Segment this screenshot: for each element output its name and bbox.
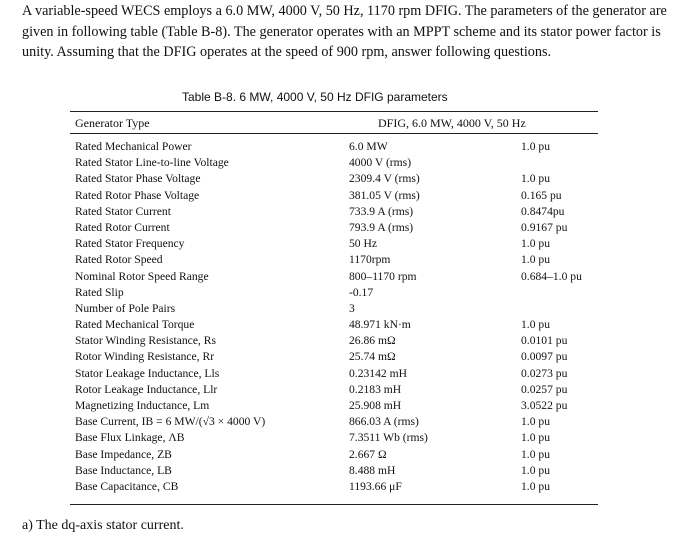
- parameter-pu: 1.0 pu: [521, 463, 550, 477]
- table-row: [75, 188, 611, 204]
- parameter-pu: 0.0101 pu: [521, 334, 568, 348]
- parameter-pu: 0.0273 pu: [521, 366, 568, 380]
- parameter-name: Base Impedance, ZB: [75, 447, 172, 461]
- parameter-name: Stator Winding Resistance, Rs: [75, 334, 217, 348]
- table-row: [75, 382, 611, 398]
- parameter-name: Base Current, IB = 6 MW/(√3 × 4000 V): [75, 415, 266, 429]
- table-header-generator-spec: DFIG, 6.0 MW, 4000 V, 50 Hz: [378, 116, 526, 130]
- table-row: [75, 479, 611, 495]
- table-row: [75, 236, 611, 252]
- table-row: [75, 220, 611, 236]
- question-a: a) The dq-axis stator current.: [22, 518, 184, 533]
- parameter-value: 2309.4 V (rms): [349, 172, 420, 186]
- parameter-name: Base Capacitance, CB: [75, 479, 179, 493]
- parameter-pu: 0.0097 pu: [521, 350, 568, 364]
- parameter-value: 48.971 kN·m: [349, 318, 411, 332]
- parameter-value: 793.9 A (rms): [349, 220, 414, 234]
- parameter-value: 25.908 mH: [349, 399, 402, 412]
- parameter-name: Rated Rotor Speed: [75, 253, 163, 267]
- parameter-name: Rated Rotor Current: [75, 220, 170, 234]
- table-row: [75, 349, 611, 365]
- parameter-pu: 0.684–1.0 pu: [521, 269, 582, 283]
- table-row: [75, 269, 611, 285]
- parameter-pu: 1.0 pu: [521, 431, 550, 445]
- table-caption: Table B-8. 6 MW, 4000 V, 50 Hz DFIG parameters: [182, 90, 448, 104]
- parameter-pu: 0.165 pu: [521, 188, 562, 202]
- parameter-value: 6.0 MW: [349, 140, 388, 153]
- parameter-name: Rated Stator Phase Voltage: [75, 172, 201, 186]
- table-row: [75, 430, 611, 446]
- parameter-table: [75, 139, 611, 495]
- parameter-value: 800–1170 rpm: [349, 269, 417, 283]
- parameter-value: 733.9 A (rms): [349, 204, 414, 218]
- parameter-value: 26.86 mΩ: [349, 334, 396, 348]
- parameter-value: -0.17: [349, 285, 374, 299]
- table-row: [75, 252, 611, 268]
- table-bottom-rule: [70, 504, 598, 505]
- table-row: [75, 447, 611, 463]
- parameter-pu: 1.0 pu: [521, 318, 550, 332]
- parameter-name: Rated Mechanical Torque: [75, 318, 195, 332]
- table-row: [75, 155, 611, 171]
- table-row: [75, 317, 611, 333]
- parameter-name: Stator Leakage Inductance, Lls: [75, 366, 220, 380]
- parameter-pu: 1.0 pu: [521, 415, 550, 429]
- parameter-pu: [521, 285, 611, 301]
- table-row: [75, 139, 611, 155]
- parameter-pu: 1.0 pu: [521, 447, 550, 461]
- table-row: [75, 301, 611, 317]
- parameter-name: Nominal Rotor Speed Range: [75, 269, 209, 283]
- table-row: [75, 204, 611, 220]
- parameter-name: Rotor Winding Resistance, Rr: [75, 350, 215, 364]
- parameter-value: 2.667 Ω: [349, 447, 387, 461]
- parameter-name: Base Flux Linkage, ΛB: [75, 431, 185, 445]
- parameter-value: 25.74 mΩ: [349, 350, 396, 364]
- parameter-pu: 1.0 pu: [521, 172, 550, 186]
- parameter-name: Base Inductance, LB: [75, 463, 172, 477]
- parameter-value: 7.3511 Wb (rms): [349, 431, 428, 445]
- parameter-value: 0.23142 mH: [349, 366, 407, 380]
- parameter-pu: 0.0257 pu: [521, 382, 568, 396]
- table-header-rule: [70, 133, 598, 134]
- table-row: [75, 366, 611, 382]
- table-row: [75, 414, 611, 430]
- parameter-name: Magnetizing Inductance, Lm: [75, 399, 210, 412]
- problem-statement: A variable-speed WECS employs a 6.0 MW, 4000 V, 50 Hz, 1170 rpm DFIG. The parameters of the generator are given in following table (Table B-8). The generator operates with an MPPT scheme and its stator power factor is unity. Assuming that the DFIG operates at the speed of 900 rpm, answer following questions.: [22, 3, 667, 60]
- table-top-rule: [70, 111, 598, 112]
- parameter-name: Rated Rotor Phase Voltage: [75, 188, 200, 202]
- parameter-pu: [521, 155, 611, 171]
- parameter-name: Rated Stator Current: [75, 204, 171, 218]
- table-header-generator-type: Generator Type: [75, 116, 150, 130]
- parameter-pu: [521, 301, 611, 317]
- parameter-value: 1193.66 μF: [349, 479, 402, 493]
- parameter-pu: 0.8474pu: [521, 204, 565, 218]
- parameter-pu: 0.9167 pu: [521, 220, 568, 234]
- parameter-value: 3: [349, 301, 355, 315]
- table-row: [75, 333, 611, 349]
- parameter-name: Rated Stator Line-to-line Voltage: [75, 156, 229, 170]
- table-row: [75, 285, 611, 301]
- parameter-value: 866.03 A (rms): [349, 415, 419, 429]
- parameter-pu: 3.0522 pu: [521, 399, 568, 412]
- parameter-value: 1170rpm: [349, 253, 391, 267]
- parameter-pu: 1.0 pu: [521, 253, 550, 267]
- table-row: [75, 171, 611, 187]
- parameter-value: 8.488 mH: [349, 463, 396, 477]
- parameter-value: 381.05 V (rms): [349, 188, 420, 202]
- parameter-name: Rated Mechanical Power: [75, 140, 192, 153]
- parameter-value: 4000 V (rms): [349, 156, 412, 170]
- table-row: [75, 463, 611, 479]
- parameter-value: 50 Hz: [349, 237, 378, 251]
- parameter-name: Rated Stator Frequency: [75, 237, 185, 251]
- parameter-pu: 1.0 pu: [521, 479, 550, 493]
- parameter-name: Rotor Leakage Inductance, Llr: [75, 382, 218, 396]
- parameter-value: 0.2183 mH: [349, 382, 402, 396]
- table-row: [75, 398, 611, 414]
- parameter-pu: 1.0 pu: [521, 140, 550, 153]
- parameter-name: Number of Pole Pairs: [75, 301, 176, 315]
- parameter-pu: 1.0 pu: [521, 237, 550, 251]
- parameter-name: Rated Slip: [75, 285, 124, 299]
